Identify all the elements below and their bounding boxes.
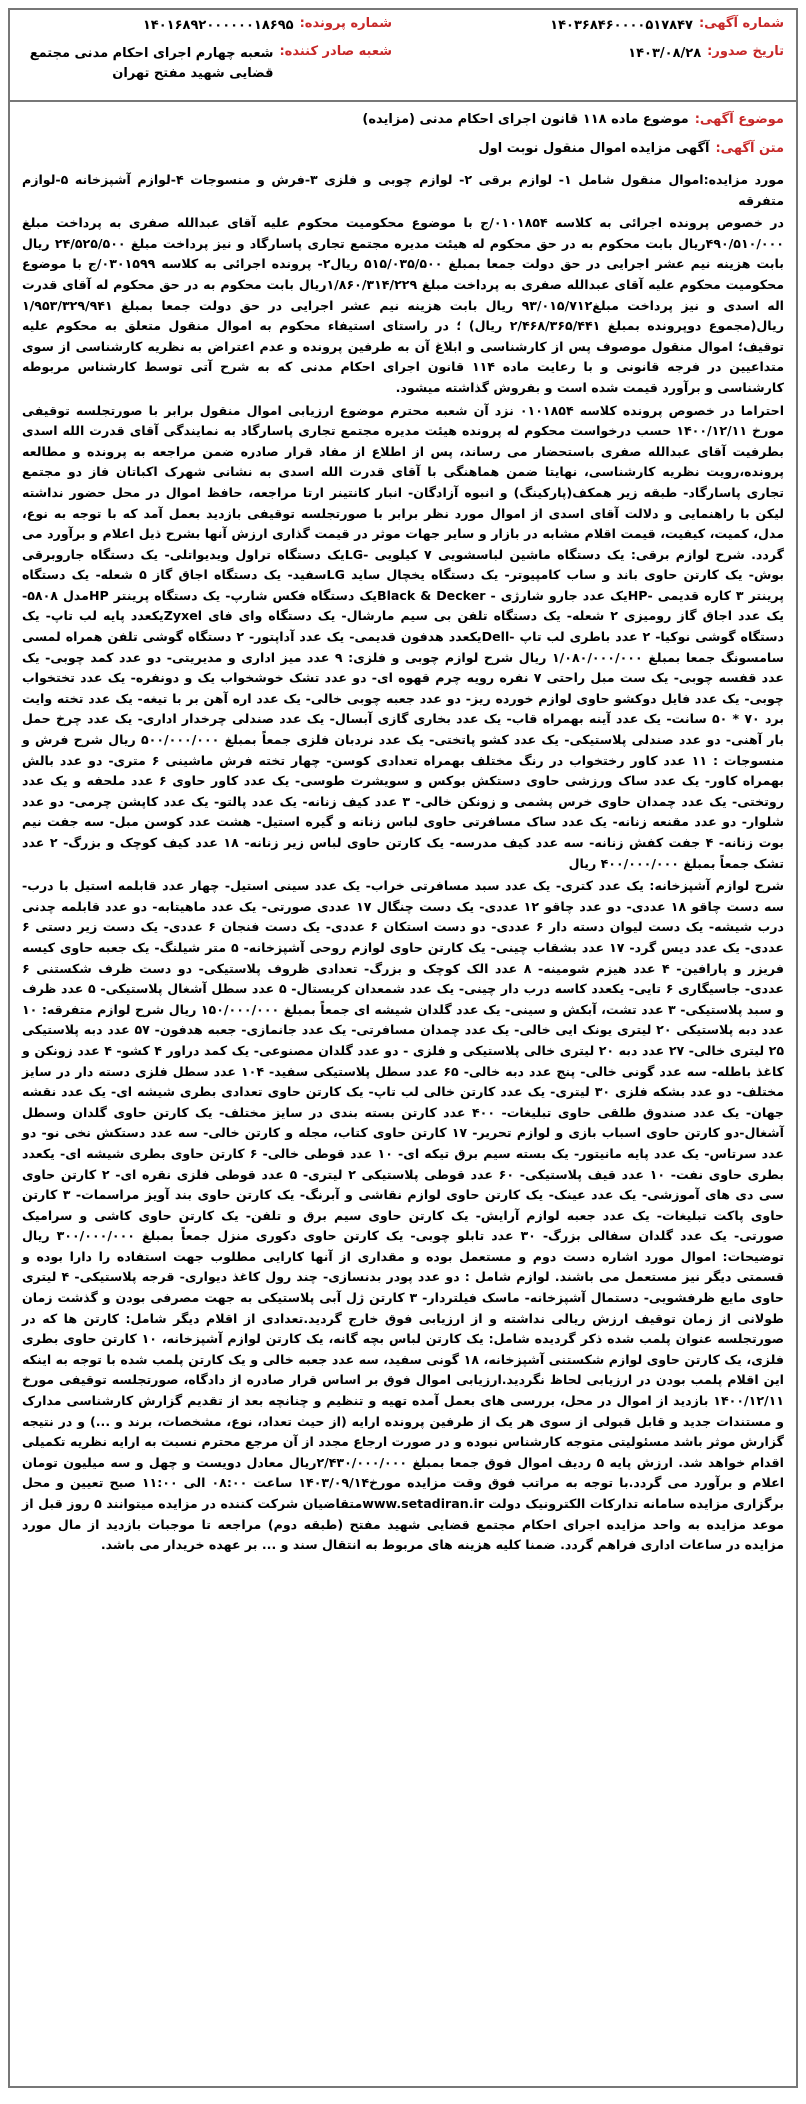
ad-number-value: ۱۴۰۳۶۸۴۶۰۰۰۰۵۱۷۸۴۷ — [550, 18, 693, 33]
header-right-column — [414, 16, 784, 92]
ad-number-label: شماره آگهی: — [698, 16, 784, 31]
text-row — [22, 141, 784, 156]
topic-row — [22, 112, 784, 127]
topic-value: موضوع ماده ۱۱۸ قانون اجرای احکام مدنی (مزایده) — [362, 112, 689, 127]
text-value: آگهی مزایده اموال منقول نوبت اول — [478, 141, 710, 156]
issuing-branch-row — [22, 44, 392, 84]
expert-report-paragraph: احتراما در خصوص پرونده کلاسه ۰۱۰۱۸۵۴ نزد آن شعبه محترم موضوع ارزیابی اموال منقول برابر با صورتجلسه توقیفی مورخ ۱۴۰۰/۱۲/۱۱ حسب درخواست محکوم له پرونده هیئت مدیره مجتمع تجاری پاسارگاد به نمایندگی آقای قدرت الله اسدی بطرفیت آقای عبدالله صفری باستحضار می رساند، پس از اطلاع از مفاد قرار صادره ضمن مراجعه به پرونده و مطالعه پرونده،رویت نظریه کارشناسی، نهایتا ضمن هماهنگی با آقای قدرت الله اسدی به نشانی شهرک اکباتان فاز دو مجتمع تجاری پاسارگاد- طبقه زیر همکف(پارکینگ) و انبوه آزادگان- انبار کانتینر ارتا مراجعه، حافظ اموال در محل حضور نداشته لیکن با راهنمایی و دلالت آقای اسدی از اموال مورد نظر برابر با صورتجلسه توقیفی بازدید بعمل آمد که با توجه به نوع، مدل، کمیت، کیفیت، قیمت اقلام مشابه در بازار و سایر جهات موثر در قیمت گذاری ارزش آنها بشرح ذیل اعلام و برآورد می گردد. شرح لوازم برقی: یک دستگاه ماشین لباسشویی ۷ کیلویی -LGیک دستگاه تراول ویدیواتلی- یک دستگاه جاروبرقی بوش- یک کارتن حاوی باند و ساب کامپیوتر- یک دستگاه یخچال ساید LGسفید- یک دستگاه اجاق گاز ۵ شعله- یک دستگاه پرینتر ۳ کاره قدیمی -HPیک عدد جارو شارژی - Black & Deckerیک دستگاه فکس شارپ- یک دستگاه پرینتر HPمدل ۵۸۰۸- یک عدد اجاق گاز رومیزی ۲ شعله- یک دستگاه تلفن بی سیم مارشال- یک دستگاه وای فای Zyxelیکعدد پایه لب تاپ- یک دستگاه گوشی نوکیا- ۲ عدد باطری لب تاپ -Dellیکعدد هدفون قدیمی- یک عدد آداپتور- ۲ دستگاه گوشی تلفن همراه لمسی سامسونگ جمعا بمبلغ ۱/۰۸۰/۰۰۰/۰۰۰ ریال شرح لوازم چوبی و فلزی: ۹ عدد میز اداری و مدیریتی- دو عدد کمد چوبی- یک عدد قفسه چوبی- یک ست مبل راحتی ۷ نفره رویه چرم قهوه ای- دو عدد تشک خوشخواب یک و دونفره- یک عدد تختخواب چوبی- یک عدد فایل دوکشو حاوی لوازم خورده ریز- دو عدد جعبه چوبی خالی- یک عدد اره آهن بر با تیغه- یک عدد تخته وایت برد ۷۰ * ۵۰ سانت- یک عدد آینه بهمراه قاب- یک عدد بخاری گازی آبسال- یک عدد صندلی چرخدار اداری- یک عدد چرخ حمل بار آهنی- دو عدد صندلی پلاستیکی- یک عدد کشو پاتختی- یک عدد نردبان فلزی جمعاً بمبلغ ۵۰۰/۰۰۰/۰۰۰ ریال شرح فرش و منسوجات : ۱۱ عدد کاور رختخواب در رنگ مختلف بهمراه تعدادی کوسن- چهار تخته فرش ماشینی ۶ متری- دو عدد بالش بهمراه کاور- یک عدد ساک ورزشی حاوی دستکش بوکس و سویشرت طوسی- یک عدد کاور حاوی ۶ عدد ملحفه و یک عدد روتختی- یک عدد چمدان حاوی خرس پشمی و زونکن خالی- ۳ عدد کیف زنانه- یک عدد پالتو- یک عدد کاپشن چرمی- دو عدد شلوار- دو عدد مقنعه زنانه- یک عدد ساک مسافرتی حاوی لباس زنانه و گیره استیل- هشت عدد کوسن مبل- سه جفت نیم بوت زنانه- ۴ جفت کفش زنانه- سه عدد کیف مدرسه- یک کارتن حاوی لباس زیر زنانه- ۱۸ عدد کیف کوچک و بزرگ- ۲ عدد تشک جمعاً بمبلغ ۴۰۰/۰۰۰/۰۰۰ ریال — [22, 402, 785, 871]
text-label: متن آگهی: — [715, 141, 784, 156]
ad-document — [8, 8, 798, 2088]
case-number-label: شماره پرونده: — [299, 16, 392, 31]
issuing-branch-label: شعبه صادر کننده: — [279, 44, 392, 59]
ad-body — [10, 170, 796, 1556]
case-number-value: ۱۴۰۱۶۸۹۲۰۰۰۰۰۰۱۸۶۹۵ — [142, 18, 294, 33]
ad-subject — [10, 102, 796, 156]
kitchen-misc-paragraph: شرح لوازم آشپزخانه: یک عدد کتری- یک عدد سبد مسافرتی خراب- یک عدد سینی استیل- چهار عدد قابلمه استیل با درب- سه دست چاقو ۱۸ عددی- دو عدد چاقو ۱۲ عددی- یک دست چنگال ۱۷ عددی صورتی- یک عدد ماهیتابه- دو عدد قابلمه چدنی درب شیشه- یک دست لیوان دسته دار ۶ عددی- دو دست استکان ۶ عددی- یک دست فنجان ۶ عددی- یک دست زیر دستی ۶ عددی- یک عدد دیس گرد- ۱۷ عدد بشقاب چینی- یک کارتن حاوی لوازم روحی آشپزخانه- ۵ متر شیلنگ- یک جعبه حاوی کیسه فریزر و پارافین- ۴ عدد هیزم شومینه- ۸ عدد الک کوچک و بزرگ- تعدادی ظروف پلاستیکی- دو دست ظرف شکستنی ۶ عددی- جاسیگاری ۶ تایی- یکعدد کاسه درب دار چینی- یک عدد شمعدان کریستال- ۵ عدد سطل آشغال پلاستیکی- ۵ عدد ظرف و سبد پلاستیکی- ۳ عدد تشت، آبکش و سینی- یک عدد گلدان شیشه ای جمعاً بمبلغ ۱۵۰/۰۰۰/۰۰۰ ریال شرح لوازم متفرقه: ۱۰ عدد دبه پلاستیکی ۲۰ لیتری یونک ایی خالی- یک عدد چمدان مسافرتی- یک عدد جانمازی- جعبه هدفون- ۵۷ عدد دبه پلاستیکی ۲۵ لیتری خالی- ۲۷ عدد دبه ۲۰ لیتری خالی پلاستیکی و فلزی - دو عدد گلدان مصنوعی- یک کمد دراور ۴ کشو- ۴ عدد زونکن و کاغذ باطله- سه عدد گونی خالی- پنج عدد دبه خالی- ۶۵ عدد سطل پلاستیکی سفید- ۱۰۴ عدد سطل فلزی دسته دار در سایز مختلف- دو عدد بشکه فلزی ۳۰ لیتری- یک عدد کارتن خالی لب تاپ- یک کارتن حاوی تعدادی بطری شیشه ای- یک عدد نقشه جهان- یک عدد صندوق طلقی حاوی تبلیغات- ۴۰۰ عدد کارتن بسته بندی در سایز مختلف- یک کارتن حاوی گلدان وسطل آشغال-دو کارتن حاوی اسباب بازی و لوازم تحریر- ۱۷ کارتن حاوی کتاب، مجله و کارتن خالی- سه عدد دستکش نخی نو- دو عدد سرتاس- یک عدد پایه مانیتور- یک بسته سیم برق تیکه ای- ۱۰ عدد قوطی خالی- ۶ کارتن حاوی بطری شیشه ای- یکعدد بطری حاوی نفت- ۱۰ عدد قیف پلاستیکی- ۶۰ عدد قوطی پلاستیکی ۲ لیتری- ۵ عدد قوطی فلزی نقره ای- ۲ کارتن حاوی سی دی های آموزشی- یک عدد عینک- یک کارتن حاوی لوازم نقاشی و آبرنگ- یک کارتن حاوی بند آویز مراسمات- ۳ کارتن حاوی پاکت تبلیغات- یک عدد جعبه لوازم آرایش- یک کارتن حاوی سیم برق و تلفن- یک کارتن حاوی کاشی و سرامیک صورتی- یک عدد گلدان سفالی بزرگ- ۳۰ عدد تابلو چوبی- یک کارتن حاوی دکوری منزل جمعاً بمبلغ ۳۰۰/۰۰۰/۰۰۰ ریال توضیحات: اموال مورد اشاره دست دوم و مستعمل بوده و مقداری از آنها کارایی مطلوب جهت استفاده را دارا بوده و قسمتی دیگر نیز مستعمل می باشند. لوازم شامل : دو عدد پودر بدنسازی- چند رول کاغذ دیواری- قرجه پلاستیکی- ۴ لیتری حاوی مایع ظرفشویی- دستمال آشپزخانه- ماسک فیلتردار- ۳ کارتن ژل آبی پلاستیکی به جهت مصرفی بودن و گذشت زمان طولانی از زمان توقیف ارزش ریالی نداشته و از ارزیابی فوق خارج گردید.تعدادی از اقلام دیگر شامل: کارتن ها که در صورتجلسه عنوان پلمب شده ذکر گردیده شامل: یک کارتن لباس بچه گانه، یک کارتن لوازم آشپزخانه، ۱۰ کارتن حاوی بطری فلزی، یک کارتن حاوی لوازم شکستنی آشپزخانه، ۱۸ گونی سفید، سه عدد جعبه خالی و یک کارتن پلمب شده با توجه به اینکه این اقلام پلمب بودن در ارزیابی لحاظ نگردید.ارزیابی اموال فوق بر اساس قرار صادره از دادگاه، صورتجلسه توقیفی مورخ ۱۴۰۰/۱۲/۱۱ بازدید از اموال در محل، بررسی های بعمل آمده تهیه و تنظیم و چنانچه بعد از تقدیم گزارش کارشناسی مدارک و مستندات جدید و قابل قبولی از سوی هر یک از طرفین پرونده ارایه (از حیث تعداد، نوع، مشخصات، برند و ...) و در نتیجه گزارش موثر باشد مسئولیتی متوجه کارشناس نبوده و در صورت ارجاع مجدد از آن مرجع محترم نسبت به ارایه نظریه تکمیلی اقدام خواهد شد. ارزش پایه ۵ ردیف اموال فوق جمعا بمبلغ ۲/۴۳۰/۰۰۰/۰۰۰ریال معادل دویست و چهل و سه میلیون تومان اعلام و برآورد می گردد.با توجه به مراتب فوق وقت مزایده مورخ۱۴۰۳/۰۹/۱۴ ساعت ۰۸:۰۰ الی ۱۱:۰۰ صبح تعیین و محل برگزاری مزایده سامانه تدارکات الکترونیک دولت www.setadiran.irمتقاضیان شرکت کننده در مزایده میتوانند ۵ روز قبل از موعد مزایده به واحد مزایده اجرای احکام مجتمع قضایی شهید مفتح (طبقه دوم) مراجعه تا موجبات بازدید از مال مورد مزایده در ساعات اداری فراهم گردد. ضمنا کلیه هزینه های مربوط به انتقال سند و ... بر عهده خریدار می باشد. — [22, 878, 785, 1553]
auction-items-paragraph: مورد مزایده:اموال منقول شامل ۱- لوازم برقی ۲- لوازم چوبی و فلزی ۳-فرش و منسوجات ۴-لوازم آشپزخانه ۵-لوازم متفرقه — [22, 172, 784, 208]
publish-date-value: ۱۴۰۳/۰۸/۲۸ — [628, 46, 702, 61]
publish-date-label: تاریخ صدور: — [707, 44, 784, 59]
ad-number-row — [414, 16, 784, 36]
case-details-paragraph: در خصوص پرونده اجرائی به کلاسه ۰۱۰۱۸۵۴/ج با موضوع محکومیت محکوم علیه آقای عبدالله صفری به پرداخت مبلغ ۴۹۰/۵۱۰/۰۰۰ریال بابت محکوم به در حق محکوم له هیئت مدیره مجتمع تجاری پاسارگاد و نیز پرداخت مبلغ ۲۴/۵۲۵/۵۰۰ ریال بابت هزینه نیم عشر اجرایی در حق دولت جمعا بمبلغ ۵۱۵/۰۳۵/۵۰۰ ریال۲- پرونده اجرائی به کلاسه ۰۳۰۱۵۹۹/ج با موضوع محکومیت محکوم علیه آقای عبدالله صفری به پرداخت مبلغ ۱/۸۶۰/۳۱۴/۲۲۹ریال بابت محکوم به در حق محکوم له آقای قدرت اله اسدی و نیز پرداخت مبلغ۹۳/۰۱۵/۷۱۲ ریال بابت هزینه نیم عشر اجرایی در حق دولت جمعا بمبلغ ۱/۹۵۳/۳۲۹/۹۴۱ ریال(مجموع دوپرونده بمبلغ ۲/۴۶۸/۳۶۵/۴۴۱ ریال) ؛ در راستای استیفاء محکوم به اموال منقول متعلق به محکوم علیه توقیف؛ اموال منقول موصوف پس از کارشناسی و ابلاغ آن به طرفین پرونده و عدم اعتراض به نظریه کارشناسی از سوی متداعیین در فرجه قانونی و با رعایت ماده ۱۱۴ قانون اجرای احکام مدنی که به شرح آتی توسط کارشناس مربوطه کارشناسی و برآورد قیمت شده است و بفروش گذاشته میشود. — [22, 215, 784, 395]
header-left-column — [22, 16, 392, 92]
topic-label: موضوع آگهی: — [694, 112, 784, 127]
publish-date-row — [414, 44, 784, 64]
case-number-row — [22, 16, 392, 36]
issuing-branch-value: شعبه چهارم اجرای احکام مدنی مجتمع قضایی شهید مفتح تهران — [29, 46, 274, 81]
ad-header — [10, 10, 796, 96]
